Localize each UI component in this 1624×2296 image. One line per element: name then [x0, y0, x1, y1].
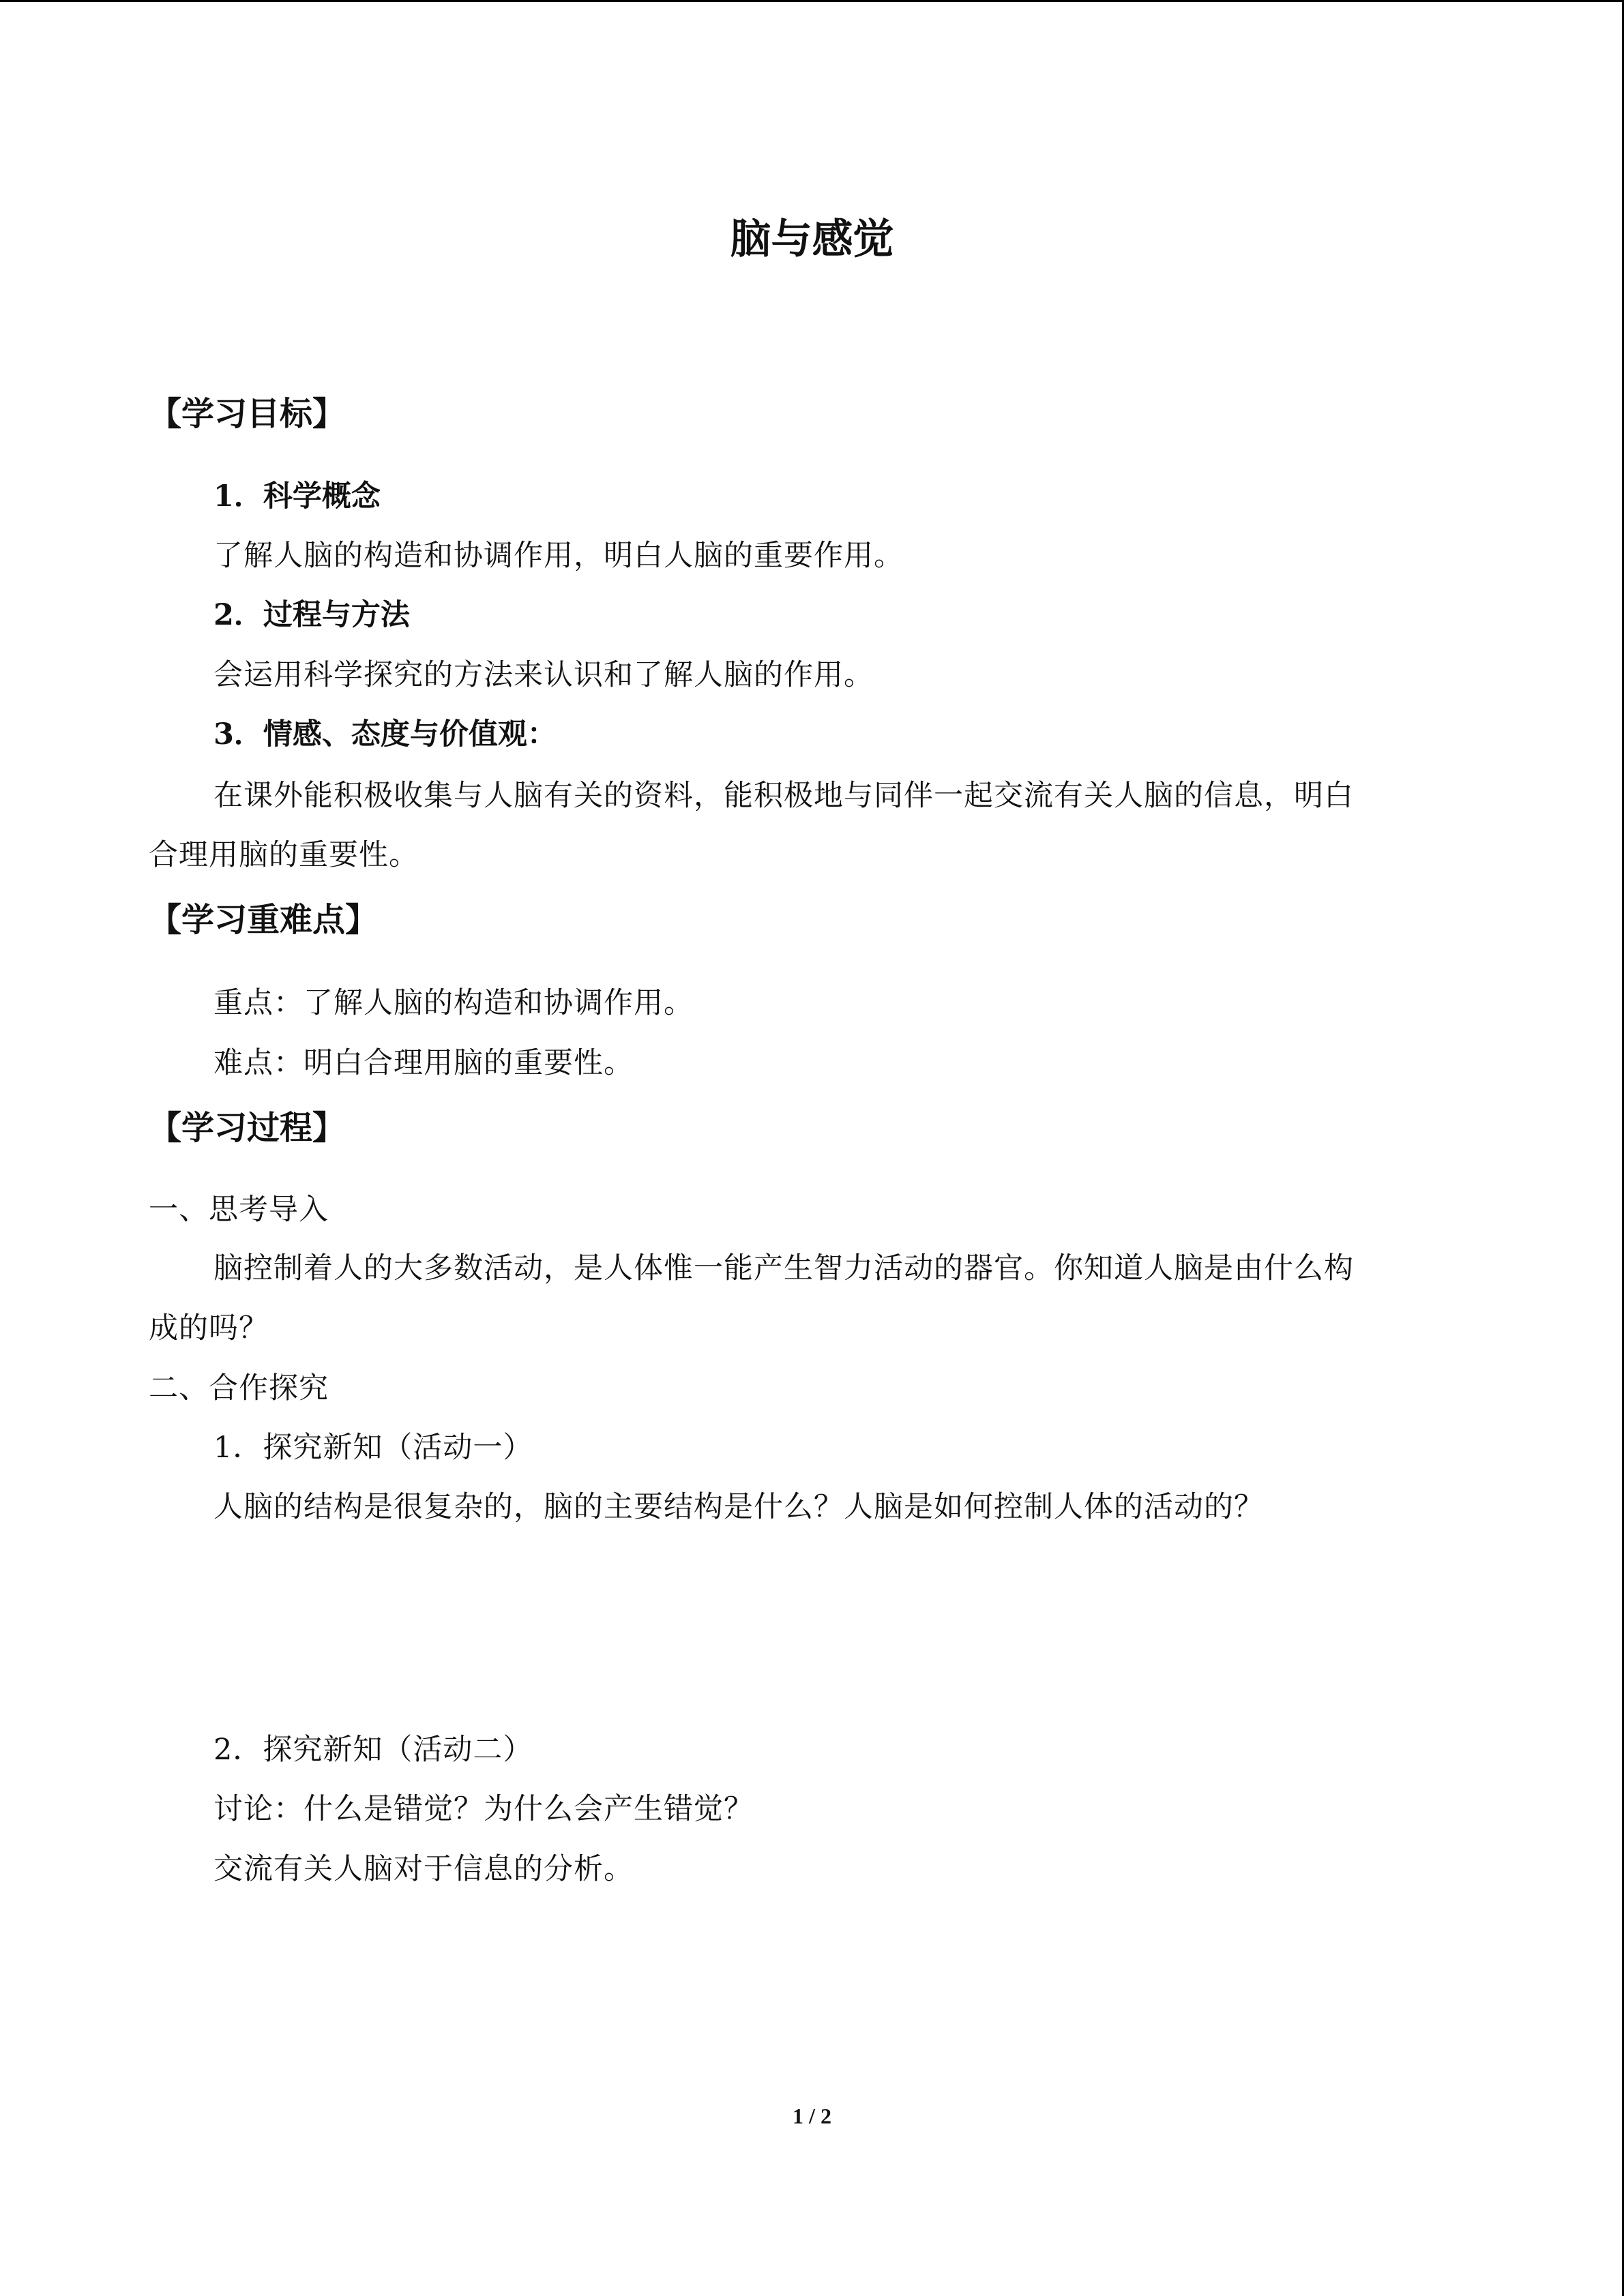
- process-part1-text-line1: 脑控制着人的大多数活动，是人体惟一能产生智力活动的器官。你知道人脑是由什么构: [213, 1251, 1354, 1285]
- process-part2-title: 二、合作探究: [149, 1371, 329, 1405]
- goal-3-text-line1: 在课外能积极收集与人脑有关的资料，能积极地与同伴一起交流有关人脑的信息，明白: [213, 779, 1354, 813]
- goal-2-text: 会运用科学探究的方法来认识和了解人脑的作用。: [213, 658, 874, 692]
- activity-2-title: 2．探究新知（活动二）: [213, 1733, 533, 1767]
- activity-2-text-2: 交流有关人脑对于信息的分析。: [213, 1852, 634, 1886]
- keypoint-difficulty: 难点：明白合理用脑的重要性。: [213, 1046, 634, 1080]
- goal-3-text-line2: 合理用脑的重要性。: [149, 838, 419, 872]
- section-heading-keypoints: 【学习重难点】: [149, 901, 379, 939]
- goal-1-title: 1．科学概念: [213, 479, 381, 513]
- goal-3-title: 3．情感、态度与价值观：: [213, 717, 557, 751]
- page-number: 1 / 2: [793, 2104, 831, 2128]
- goal-1-text: 了解人脑的构造和协调作用，明白人脑的重要作用。: [213, 539, 904, 573]
- goal-2-title: 2．过程与方法: [213, 598, 410, 632]
- activity-1-title: 1．探究新知（活动一）: [213, 1431, 533, 1465]
- process-part1-text-line2: 成的吗？: [149, 1311, 269, 1345]
- process-part1-title: 一、思考导入: [149, 1193, 329, 1227]
- keypoint-focus: 重点：了解人脑的构造和协调作用。: [213, 986, 694, 1020]
- page-title: 脑与感觉: [730, 215, 894, 263]
- activity-2-text-1: 讨论：什么是错觉？为什么会产生错觉？: [213, 1792, 754, 1826]
- activity-1-text: 人脑的结构是很复杂的，脑的主要结构是什么？人脑是如何控制人体的活动的？: [213, 1490, 1264, 1524]
- section-heading-process: 【学习过程】: [149, 1109, 346, 1147]
- section-heading-goals: 【学习目标】: [149, 395, 346, 433]
